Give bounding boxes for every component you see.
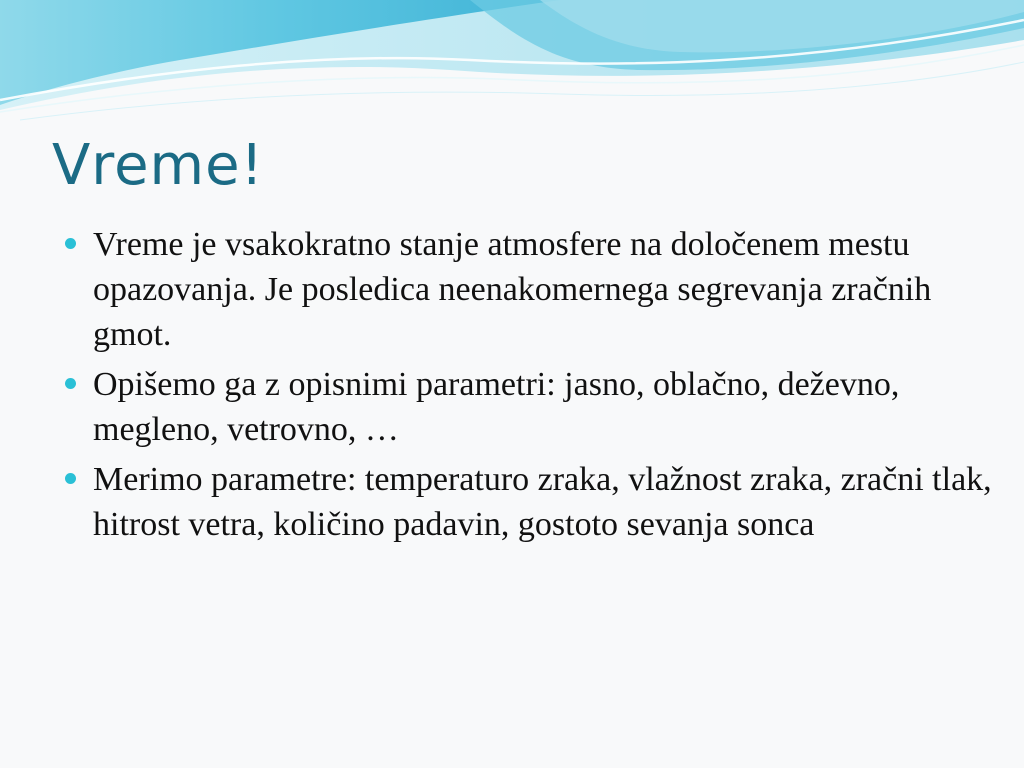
bullet-list xyxy=(62,222,992,552)
slide-title: Vreme! xyxy=(52,133,265,198)
bullet-item xyxy=(62,362,992,452)
bullet-text: Opišemo ga z opisnimi parametri: jasno, oblačno, deževno, megleno, vetrovno, … xyxy=(93,366,900,448)
bullet-text: Vreme je vsakokratno stanje atmosfere na določenem mestu opazovanja. Je posledica neenakomernega segrevanja zračnih gmot. xyxy=(93,226,932,353)
bullet-dot-icon xyxy=(65,473,76,484)
bullet-item xyxy=(62,222,992,357)
bullet-text: Merimo parametre: temperaturo zraka, vlažnost zraka, zračni tlak, hitrost vetra, količino padavin, gostoto sevanja sonca xyxy=(93,461,992,543)
bullet-dot-icon xyxy=(65,378,76,389)
bullet-dot-icon xyxy=(65,238,76,249)
wave-decoration xyxy=(0,0,1024,130)
bullet-item xyxy=(62,457,992,547)
